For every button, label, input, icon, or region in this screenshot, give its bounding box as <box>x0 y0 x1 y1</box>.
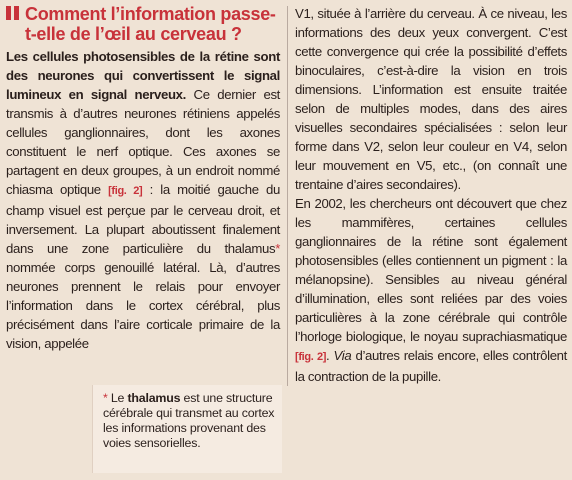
figure-reference: [fig. 2] <box>108 185 143 197</box>
body-text-2c: d’autres relais encore, elles contrôlent la contraction de la pupille. <box>295 348 567 384</box>
body-text-1a: Ce dernier est transmis à d’autres neurones rétiniens appelés cellules ganglionnaires, dont les axones constituent le nerf optique. Ces axones se partagent en deux groupes, à un endroit nommé chiasma optique <box>6 87 280 197</box>
heading-marker-icon <box>6 6 19 20</box>
footnote-star: * <box>103 391 108 405</box>
right-paragraph-1: V1, située à l’arrière du cerveau. À ce niveau, les informations des deux yeux convergent. C’est cette convergence qui crée la possibilité d’effets binoculaires, c’est-à-dire la vision en trois dimensions. L’information est ensuite traitée selon de multiples modes, dans des aires visuelles secondaires spécialisées : selon leur forme dans V2, selon leur couleur en V4, selon leur mouvement en V5, etc., (on connaît une trentaine d’aires secondaires). <box>295 6 567 192</box>
via-italic: Via <box>333 348 352 363</box>
footnote-text <box>103 391 276 451</box>
column-divider <box>287 6 288 386</box>
body-text-1c: nommée corps genouillé latéral. Là, d’autres neurones prennent le relais pour envoyer l’information dans le cortex cérébral, plus précisément dans l’aire corticale primaire de la vision, appelée <box>6 260 280 351</box>
left-column <box>6 4 280 353</box>
body-text-1b: : la moitié gauche du champ visuel est perçue par le cerveau droit, et inversement. La plupart aboutissent finalement dans une zone particulière du thalamus <box>6 182 280 256</box>
footnote-prefix: Le <box>107 391 128 405</box>
body-text-2a: En 2002, les chercheurs ont découvert que chez les mammifères, certaines cellules ganglionnaires de la rétine sont également photosensibles (elles contiennent un pigment : la mélanopsine). Sensibles au niveau général d’illumination, elles sont reliées par des voies particulières à la zone cérébrale qui contrôle l’horloge biologique, le noyau suprachiasmatique <box>295 196 567 344</box>
lead-sentence: Les cellules photosensibles de la rétine sont des neurones qui convertissent le signal lumineux en signal nerveux. <box>6 49 280 102</box>
heading-text: Comment l’information passe-t-elle de l’œil au cerveau ? <box>25 4 276 44</box>
footnote-box <box>92 385 282 473</box>
right-column <box>295 4 567 386</box>
footnote-body: est une structure cérébrale qui transmet au cortex les informations provenant des voies sensorielles. <box>103 391 275 450</box>
section-heading <box>6 4 280 44</box>
left-paragraph <box>6 47 280 353</box>
footnote-marker: * <box>275 241 280 256</box>
right-paragraph-2 <box>295 194 567 386</box>
footnote-term: thalamus <box>127 391 181 405</box>
body-text-2b: . <box>326 348 334 363</box>
figure-reference: [fig. 2] <box>295 351 327 363</box>
